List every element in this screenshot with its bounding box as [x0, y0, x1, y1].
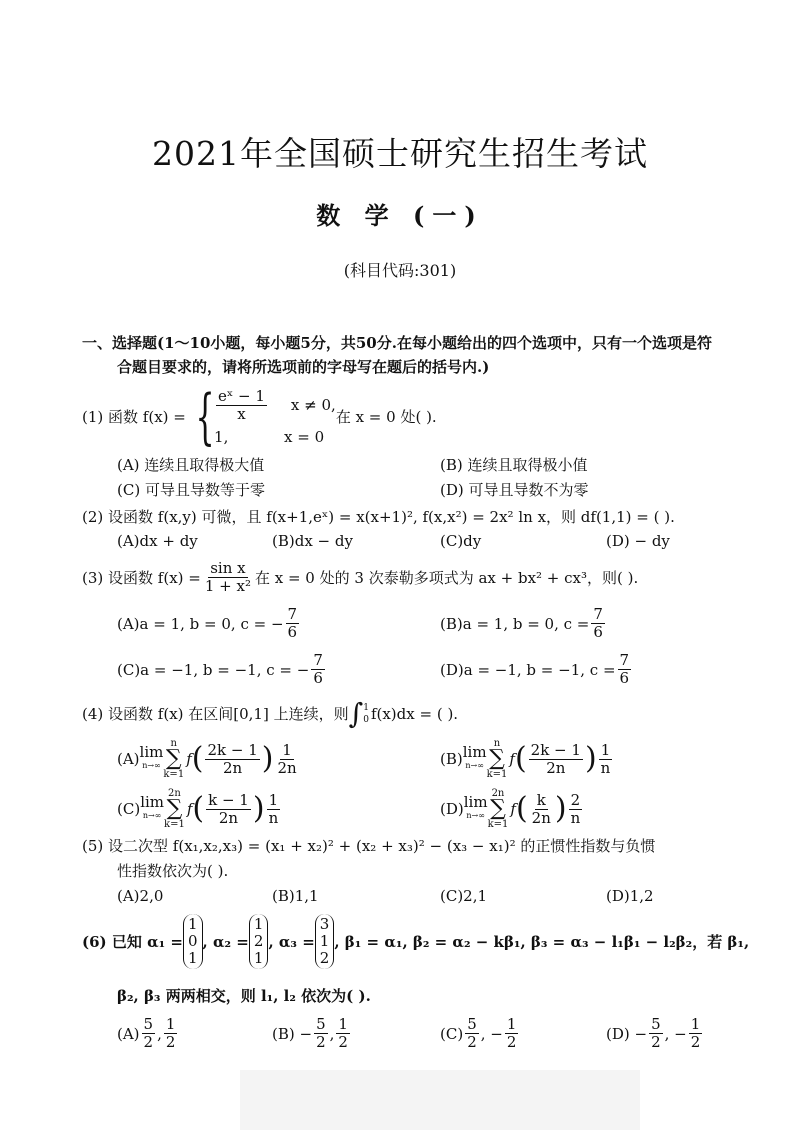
q4-option-a[interactable]: (A) lim n→∞ n ∑ k=1 f ( $\frac{2k - 1}{2n}$ ) $\frac{1}{2n}$ — [117, 738, 297, 780]
q1-prefix: (1) 函数 f(x) = — [82, 408, 186, 426]
q4-option-d[interactable]: (D) lim n→∞ 2n ∑ k=1 f ( $\frac{k}{2n}$ ) $\frac{2}{n}$ — [440, 788, 581, 830]
scan-shadow — [240, 1070, 640, 1130]
question-5-line2: 性指数依次为( ). — [117, 862, 229, 880]
section-heading-line1: 一、选择题(1～10小题，每小题5分，共50分.在每小题给出的四个选项中，只有一个选项是符 — [82, 334, 712, 352]
q3-fraction: $\frac{\text{sin x}}{\text{1 + x²}}$ — [204, 559, 251, 595]
sigma-icon: n ∑ k=1 — [163, 738, 185, 780]
q3-option-c[interactable]: (C)a = −1, b = −1, c = − $\frac{7}{6}$ — [117, 651, 323, 687]
q6-option-b[interactable]: (B) − $\frac{5}{2}$ , $\frac{1}{2}$ — [272, 1015, 348, 1051]
q4-option-b[interactable]: (B) lim n→∞ n ∑ k=1 f ( $\frac{2k - 1}{2n}$ ) $\frac{1}{n}$ — [440, 738, 611, 780]
q1-option-d[interactable]: (D) 可导且导数不为零 — [440, 481, 589, 499]
q3-option-b[interactable]: (B)a = 1, b = 0, c = $\frac{7}{6}$ — [440, 605, 603, 641]
q2-option-d[interactable]: (D) − dy — [606, 532, 670, 550]
q6-option-a[interactable]: (A) $\frac{5}{2}$ , $\frac{1}{2}$ — [117, 1015, 176, 1051]
exam-title: 2021年全国硕士研究生招生考试 — [152, 134, 648, 173]
q5-option-a[interactable]: (A)2,0 — [117, 887, 164, 905]
q3-option-a[interactable]: (A)a = 1, b = 0, c = − $\frac{7}{6}$ — [117, 605, 298, 641]
alpha1-vector: 1 0 1 — [183, 914, 203, 969]
question-3-stem: (3) 设函数 f(x) = $\frac{\text{sin x}}{\text{1 + x²}}$ 在 x = 0 处的 3 次泰勒多项式为 ax + bx² + cx³，则( ). — [82, 559, 639, 595]
q6-option-c[interactable]: (C) $\frac{5}{2}$ , − $\frac{1}{2}$ — [440, 1015, 517, 1051]
question-6-line2: β₂, β₃ 两两相交，则 l₁, l₂ 依次为( ). — [117, 987, 371, 1005]
question-4-stem: (4) 设函数 f(x) 在区间[0,1] 上连续，则 ∫ 1 0 f(x)dx = ( ). — [82, 697, 459, 730]
q6-option-d[interactable]: (D) − $\frac{5}{2}$ , − $\frac{1}{2}$ — [606, 1015, 701, 1051]
question-2-stem: (2) 设函数 f(x,y) 可微，且 f(x+1,eˣ) = x(x+1)², f(x,x²) = 2x² ln x，则 df(1,1) = ( ). — [82, 508, 675, 526]
integral-sign-icon: ∫ — [348, 697, 364, 730]
q4-option-c[interactable]: (C) lim n→∞ 2n ∑ k=1 f ( $\frac{k - 1}{2n}$ ) $\frac{1}{n}$ — [117, 788, 279, 830]
alpha3-vector: 3 1 2 — [315, 914, 335, 969]
subject-code: (科目代码:301) — [343, 261, 457, 280]
question-5-line1: (5) 设二次型 f(x₁,x₂,x₃) = (x₁ + x₂)² + (x₂ + x₃)² − (x₃ − x₁)² 的正惯性指数与负惯 — [82, 837, 656, 855]
q1-option-c[interactable]: (C) 可导且导数等于零 — [117, 481, 265, 499]
q2-option-a[interactable]: (A)dx + dy — [117, 532, 198, 550]
left-brace-icon: { — [195, 382, 215, 452]
sigma-icon: 2n ∑ k=1 — [164, 788, 185, 830]
alpha2-vector: 1 2 1 — [249, 914, 269, 969]
q5-option-c[interactable]: (C)2,1 — [440, 887, 488, 905]
question-6-line1: (6) 已知 α₁ = 1 0 1 , α₂ = 1 2 1 , α₃ = 3 1 2 , β₁ = α₁, β₂ = α₂ − kβ₁, β₃ = α₃ − l₁β₁ − l₂β₂，若 β₁, — [82, 915, 750, 967]
q1-option-a[interactable]: (A) 连续且取得极大值 — [117, 456, 265, 474]
q1-option-b[interactable]: (B) 连续且取得极小值 — [440, 456, 588, 474]
q1-piecewise: $\frac{\text{eˣ − 1}}{x}$ x ≠ 0, 1, x = 0 — [214, 386, 336, 446]
q5-option-b[interactable]: (B)1,1 — [272, 887, 319, 905]
exam-subtitle: 数 学 (一) — [316, 201, 484, 230]
q2-option-b[interactable]: (B)dx − dy — [272, 532, 353, 550]
q2-option-c[interactable]: (C)dy — [440, 532, 482, 550]
q1-suffix: 在 x = 0 处( ). — [335, 408, 437, 426]
section-heading-line2: 合题目要求的，请将所选项前的字母写在题后的括号内.) — [117, 358, 490, 376]
sigma-icon: n ∑ k=1 — [486, 738, 508, 780]
q5-option-d[interactable]: (D)1,2 — [606, 887, 654, 905]
sigma-icon: 2n ∑ k=1 — [487, 788, 509, 830]
q4-integral-limits: 1 0 — [363, 703, 369, 725]
q1-case1-fraction: $\frac{\text{eˣ − 1}}{x}$ — [218, 386, 265, 423]
q3-option-d[interactable]: (D)a = −1, b = −1, c = $\frac{7}{6}$ — [440, 651, 630, 687]
question-1-stem — [82, 382, 437, 452]
